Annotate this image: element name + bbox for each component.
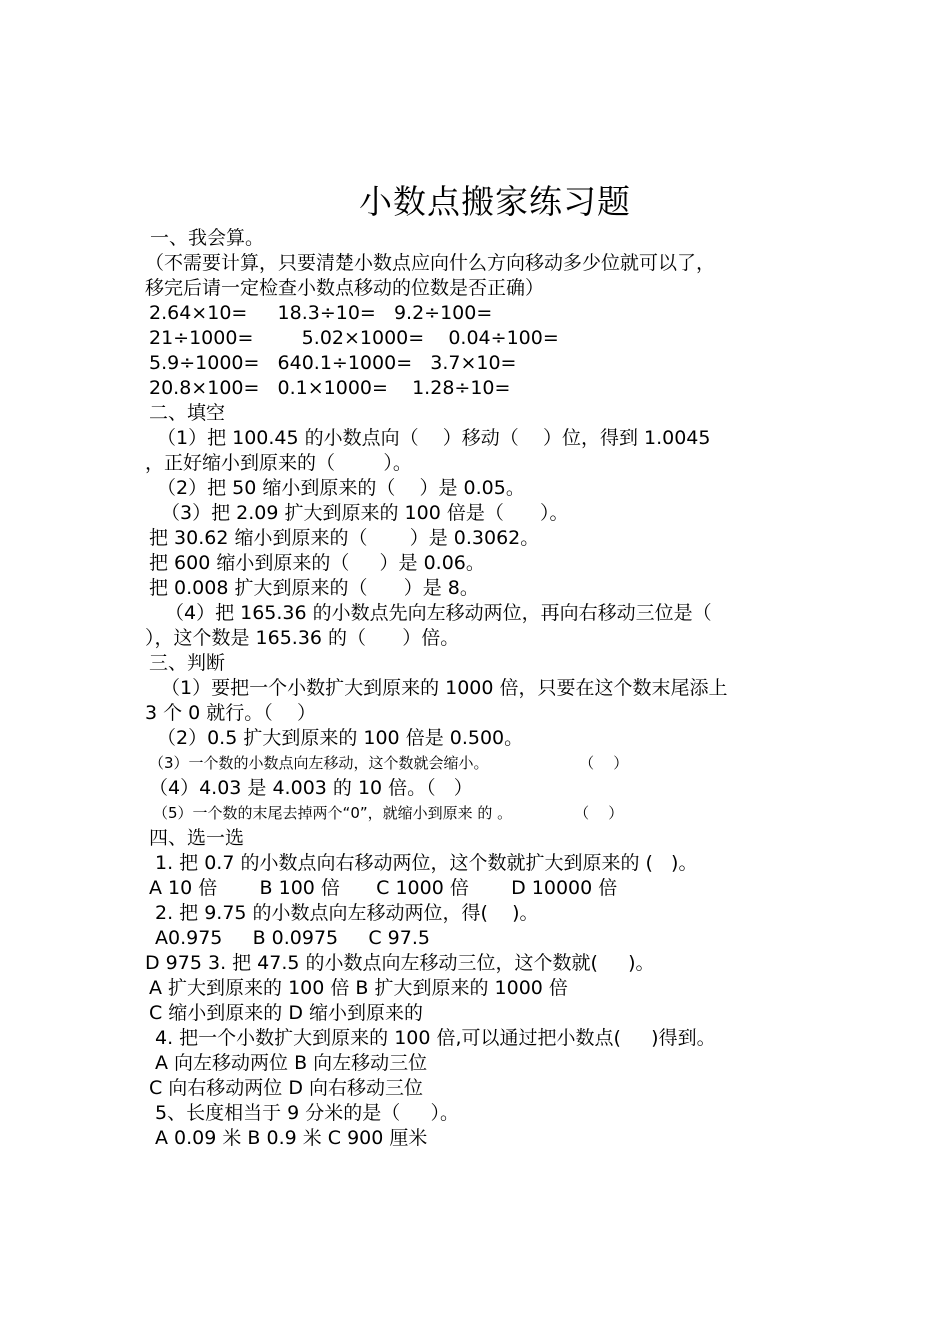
fill-question: （4）把 165.36 的小数点先向左移动两位，再向右移动三位是（	[165, 602, 712, 624]
section-heading-judge: 三、判断	[149, 652, 226, 674]
section-heading-choose: 四、选一选	[149, 827, 245, 849]
choice-question: 2. 把 9.75 的小数点向左移动两位，得( )。	[155, 902, 539, 924]
page-title: 小数点搬家练习题	[359, 182, 631, 221]
judge-question: （5）一个数的末尾去掉两个“0”，就缩小到原来 的 。 （ ）	[153, 804, 624, 822]
fill-question: 把 0.008 扩大到原来的（ ）是 8。	[149, 577, 479, 599]
instruction-line: 移完后请一定检查小数点移动的位数是否正确）	[145, 277, 545, 299]
choice-question: 4. 把一个小数扩大到原来的 100 倍,可以通过把小数点( )得到。	[155, 1027, 716, 1049]
choice-question: 5、长度相当于 9 分米的是（ ）。	[155, 1102, 459, 1124]
calc-row: 21÷1000= 5.02×1000= 0.04÷100=	[149, 327, 559, 349]
calc-row: 5.9÷1000= 640.1÷1000= 3.7×10=	[149, 352, 517, 374]
choice-options: A 扩大到原来的 100 倍 B 扩大到原来的 1000 倍	[149, 977, 568, 999]
judge-question: （3）一个数的小数点向左移动，这个数就会缩小。 （ ）	[149, 754, 629, 772]
section-heading-calculate: 一、我会算。	[150, 227, 265, 249]
section-heading-fill: 二、填空	[149, 402, 226, 424]
fill-question: （1）把 100.45 的小数点向（ ）移动（ ）位，得到 1.0045	[157, 427, 711, 449]
calc-row: 2.64×10= 18.3÷10= 9.2÷100=	[149, 302, 493, 324]
judge-question: （4）4.03 是 4.003 的 10 倍。（ ）	[149, 777, 473, 799]
fill-question: 把 30.62 缩小到原来的（ ）是 0.3062。	[149, 527, 540, 549]
choice-options: A0.975 B 0.0975 C 97.5	[155, 927, 430, 949]
instruction-line: （不需要计算，只要清楚小数点应向什么方向移动多少位就可以了，	[145, 252, 716, 274]
fill-question: ，正好缩小到原来的（ ）。	[145, 452, 412, 474]
choice-options: C 缩小到原来的 D 缩小到原来的	[149, 1002, 424, 1024]
judge-question: （1）要把一个小数扩大到原来的 1000 倍，只要在这个数末尾添上	[161, 677, 728, 699]
choice-options: A 10 倍 B 100 倍 C 1000 倍 D 10000 倍	[149, 877, 618, 899]
judge-question: （2）0.5 扩大到原来的 100 倍是 0.500。	[157, 727, 524, 749]
choice-question: D 975 3. 把 47.5 的小数点向左移动三位，这个数就( )。	[145, 952, 655, 974]
choice-options: A 0.09 米 B 0.9 米 C 900 厘米	[155, 1127, 428, 1149]
fill-question: （2）把 50 缩小到原来的（ ）是 0.05。	[157, 477, 525, 499]
choice-question: 1. 把 0.7 的小数点向右移动两位，这个数就扩大到原来的 ( )。	[155, 852, 698, 874]
judge-question: 3 个 0 就行。（ ）	[145, 702, 316, 724]
fill-question: ），这个数是 165.36 的（ ）倍。	[145, 627, 460, 649]
fill-question: （3）把 2.09 扩大到原来的 100 倍是（ ）。	[161, 502, 569, 524]
calc-row: 20.8×100= 0.1×1000= 1.28÷10=	[149, 377, 511, 399]
choice-options: A 向左移动两位 B 向左移动三位	[155, 1052, 428, 1074]
fill-question: 把 600 缩小到原来的（ ）是 0.06。	[149, 552, 485, 574]
choice-options: C 向右移动两位 D 向右移动三位	[149, 1077, 424, 1099]
